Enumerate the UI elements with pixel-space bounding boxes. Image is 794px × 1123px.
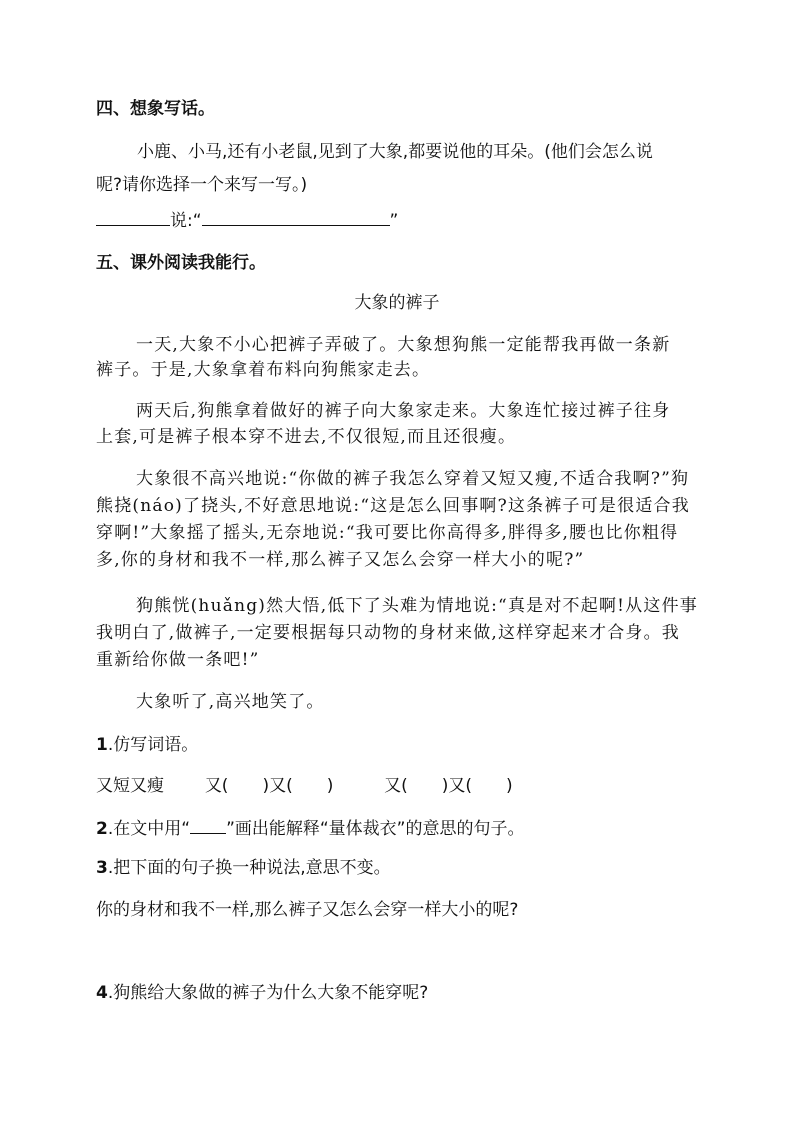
question-4 (96, 981, 428, 1005)
question-1 (96, 733, 198, 757)
story-line: 穿啊!”大象摇了摇头,无奈地说:“我可要比你高得多,胖得多,腰也比你粗得 (96, 523, 679, 543)
section5-heading: 五、课外阅读我能行。 (96, 253, 266, 273)
story-line: 一天,大象不小心把裤子弄破了。大象想狗熊一定能帮我再做一条新 (136, 335, 671, 355)
question-number: 2 (96, 819, 108, 839)
story-line: 多,你的身材和我不一样,那么裤子又怎么会穿一样大小的呢?” (96, 550, 585, 570)
question-1-exercise (96, 774, 513, 798)
question-text: ”画出能解释“量体裁衣”的意思的句子。 (226, 819, 525, 839)
question-text: .在文中用“ (107, 819, 191, 839)
story-line: 大象很不高兴地说:“你做的裤子我怎么穿着又短又瘦,不适合我啊?”狗 (136, 469, 690, 489)
word-blank-b[interactable]: 又( )又( ) (384, 776, 513, 796)
section4-prompt-line2: 呢?请你选择一个来写一写。) (96, 175, 308, 195)
section4-prompt-line1: 小鹿、小马,还有小老鼠,见到了大象,都要说他的耳朵。(他们会怎么说 (137, 142, 653, 162)
story-title: 大象的裤子 (354, 293, 440, 313)
story-line: 大象听了,高兴地笑了。 (136, 692, 325, 712)
story-line: 我明白了,做裤子,一定要根据每只动物的身材来做,这样穿起来才合身。我 (96, 623, 681, 643)
question-number: 1 (96, 735, 108, 755)
story-line: 裤子。于是,大象拿着布料向狗熊家走去。 (96, 360, 431, 380)
story-line: 重新给你做一条吧!” (96, 650, 260, 670)
question-2 (96, 815, 524, 841)
question-text: .把下面的句子换一种说法,意思不变。 (107, 858, 391, 878)
underline-sample (190, 815, 226, 834)
question-3-sentence: 你的身材和我不一样,那么裤子又怎么会穿一样大小的呢? (96, 900, 519, 920)
story-line: 熊挠(náo)了挠头,不好意思地说:“这是怎么回事啊?这条裤子可是很适合我 (96, 496, 690, 516)
example-word: 又短又瘦 (96, 776, 164, 796)
question-text: .仿写词语。 (107, 735, 199, 755)
story-line: 上套,可是裤子根本穿不进去,不仅很短,而且还很瘦。 (96, 427, 517, 447)
section4-answer-line (96, 207, 398, 233)
answer-close-quote: ” (389, 211, 399, 231)
question-3 (96, 856, 391, 880)
speaker-blank[interactable] (96, 207, 170, 226)
section4-heading: 四、想象写话。 (96, 99, 215, 119)
story-line: 两天后,狗熊拿着做好的裤子向大象家走来。大象连忙接过裤子往身 (136, 401, 671, 421)
story-line: 狗熊恍(huǎng)然大悟,低下了头难为情地说:“真是对不起啊!从这件事 (136, 596, 698, 616)
question-number: 4 (96, 983, 108, 1003)
question-text: .狗熊给大象做的裤子为什么大象不能穿呢? (107, 983, 429, 1003)
answer-say-label: 说:“ (170, 211, 202, 231)
word-blank-a[interactable]: 又( )又( ) (204, 776, 334, 796)
question-number: 3 (96, 858, 108, 878)
speech-blank[interactable] (202, 207, 390, 226)
